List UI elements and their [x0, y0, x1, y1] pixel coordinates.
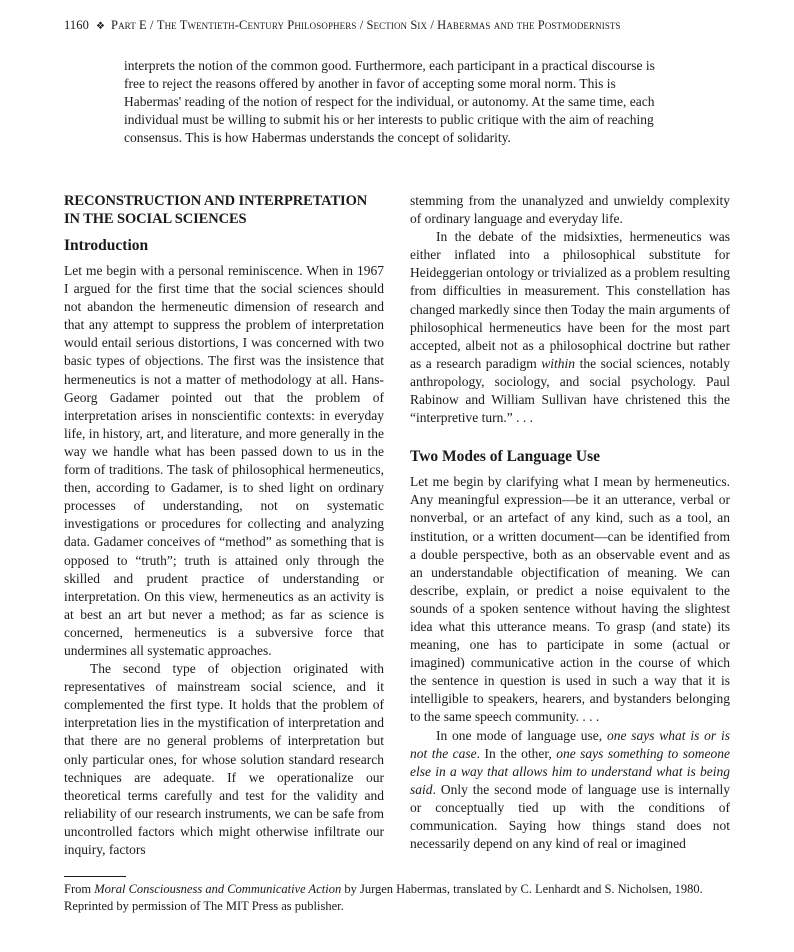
source-footnote: [64, 876, 744, 915]
two-modes-heading: Two Modes of Language Use: [410, 448, 601, 466]
left-paragraph-2: The second type of objection originated with representatives of mainstream social science, and it complemented the first type. It holds that the problem of interpretation lies in the mystification of interpretation and that there are no general problems of interpretation but only particular ones, for whose solution standard research techniques are adequate. If we operationalize our theoretical terms carefully and test for the validity and reliability of our research instruments, we can be safe from uncontrolled factors which might otherwise infiltrate our inquiry, factors: [64, 661, 384, 857]
right-p4-text-b: . In the other,: [476, 745, 557, 761]
left-paragraph-1: Let me begin with a personal reminiscence. When in 1967 I argued for the first time that the social sciences should not abandon the hermeneutic dimension of research and that any attempt to suppress the problem of interpretation would entail serious distortions, I was concerned with two basic types of objections. The first was the insistence that hermeneutics is not a matter of methodology at all. Hans-Georg Gadamer pointed out that the problem of interpretation arises in nonscientific contexts: in everyday life, in history, art, and literature, and more generally in the way we handle what has been passed down to us in the form of traditions. The task of philosophical hermeneutics, then, according to Gadamer, is to shed light on ordinary processes of understanding, not on systematic investigations or procedures for collecting and analyzing data. Gadamer conceives of “method” as something that is opposed to “truth”; truth is attained only through the skilled and prudent practice of understanding or interpretation. On this view, hermeneutics as an activity is at best an art but never a method; as far as science is concerned, hermeneutics is a subversive force that undermines all systematic approaches.: [64, 263, 384, 658]
right-p4-text-a: In one mode of language use,: [436, 727, 607, 743]
diamond-icon: ❖: [95, 21, 106, 32]
right-p2-text-end: the social sciences, notably anthropology, sociology, and social psychology. Paul Rabinow and William Sullivan have christened this the “interpretive turn.” . . .: [410, 355, 730, 426]
right-paragraph-3: Let me begin by clarifying what I mean by hermeneutics. Any meaningful expression—be it an utterance, verbal or nonverbal, or an artefact of any kind, such as a tool, an institution, or a written document—can be identified from a double perspective, both as an observable event and as an understandable objectification of meaning. We can describe, explain, or predict a noise equivalent to the sounds of a spoken sentence without having the slightest idea what this utterance means. To grasp (and state) its meaning, one has to participate in some (actual or imagined) communicative action in the course of which the sentence in question is used in such a way that it is intelligible to speakers, hearers, and bystanders belonging to the same speech community. . . .: [410, 474, 730, 725]
intro-block: [124, 57, 667, 147]
right-p2-text-start: In the debate of the midsixties, hermeneutics was either inflated into a philosophical substitute for Heideggerian ontology or trivialized as a problem resulting from difficulties in measurement. This constellation has changed markedly since then Today the main arguments of philosophical hermeneutics have been for the most part accepted, albeit not as a philosophical doctrine but rather as a research paradigm: [410, 229, 730, 371]
header-section: Section Six: [366, 18, 428, 32]
intro-paragraph: interprets the notion of the common good. Furthermore, each participant in a practical discourse is free to reject the reasons offered by another in favor of accepting some moral norm. This is Habermas' reading of the notion of respect for the individual, or autonomy. At the same time, each individual must be willing to submit his or her interests to public critique with the aim of reaching consensus. This is how Habermas understands the concept of solidarity.: [124, 58, 655, 145]
right-column: [410, 192, 730, 853]
article-title: RECONSTRUCTION AND INTERPRETATION IN THE SOCIAL SCIENCES: [64, 193, 368, 227]
left-column: [64, 192, 384, 859]
footnote-prefix: From: [64, 882, 95, 896]
right-p4-emphasis-1: one says what is or is not the case: [410, 727, 730, 761]
right-paragraph-4: [410, 727, 730, 854]
header-book: The Twentieth-Century Philosophers: [156, 18, 357, 32]
footnote-rule: [64, 876, 126, 877]
footnote-source-title: Moral Consciousness and Communicative Action: [94, 882, 342, 896]
right-paragraph-2: [410, 228, 730, 427]
right-p2-emphasis: within: [541, 355, 576, 371]
right-p4-text-c: . Only the second mode of language use is internally or conceptually tied up with the conditions of communication. Saying how things stand does not necessarily depend on any kind of real or imagined: [410, 781, 730, 852]
header-chapter: Habermas and the Postmodernists: [437, 18, 621, 32]
right-p4-emphasis-2: one says something to someone else in a way that allows him to understand what is being said: [410, 745, 731, 797]
footnote-rest: by Jurgen Habermas, translated by C. Lenhardt and S. Nicholsen, 1980. Reprinted by permission of The MIT Press as publisher.: [64, 882, 703, 913]
right-paragraph-1: stemming from the unanalyzed and unwieldy complexity of ordinary language and everyday life.: [410, 193, 730, 227]
running-header: 1160 ❖ Part E / The Twentieth-Century Philosophers / Section Six / Habermas and the Postmodernists: [64, 18, 621, 32]
header-part: Part E: [111, 18, 147, 32]
page-number: 1160: [64, 18, 89, 32]
introduction-heading: Introduction: [64, 237, 149, 254]
